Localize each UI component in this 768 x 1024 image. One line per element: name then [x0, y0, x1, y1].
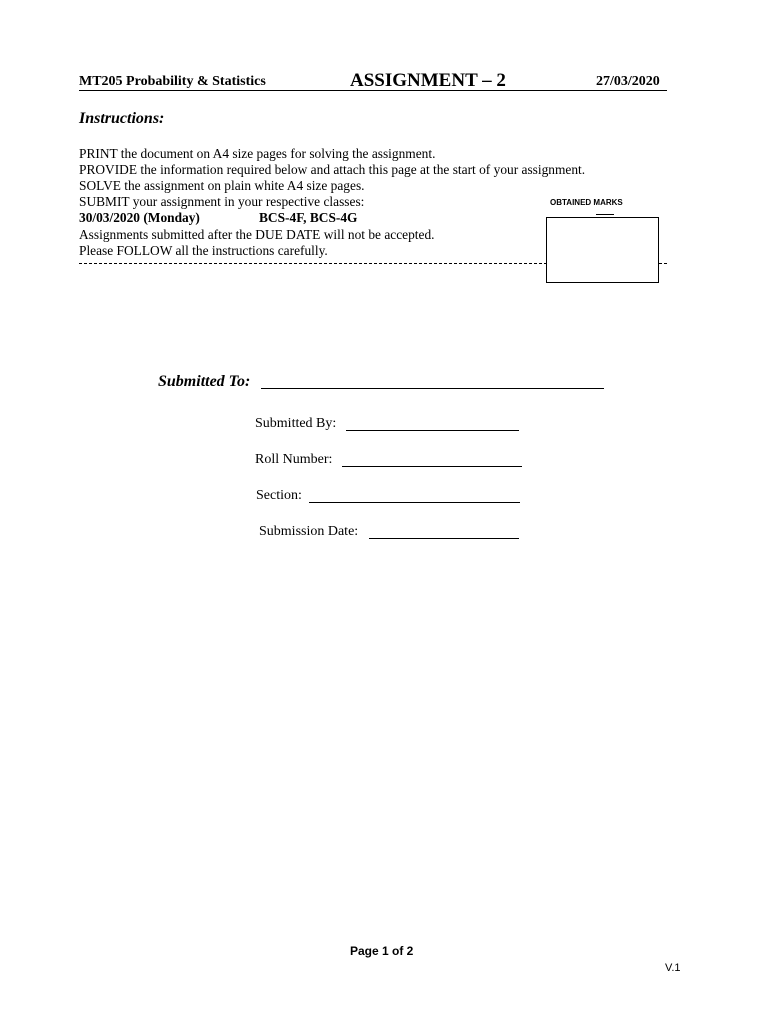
instruction-late: Assignments submitted after the DUE DATE will not be accepted.	[79, 227, 435, 242]
submitted-by-label: Submitted By:	[255, 416, 337, 431]
submitted-to-label: Submitted To:	[158, 373, 251, 390]
obtained-marks-box	[546, 217, 659, 283]
submission-date-label: Submission Date:	[259, 524, 359, 539]
marks-box-tick	[596, 214, 614, 215]
instruction-submit: SUBMIT your assignment in your respective classes:	[79, 194, 365, 209]
assignment-title: ASSIGNMENT – 2	[350, 70, 506, 91]
instruction-provide: PROVIDE the information required below and attach this page at the start of your assignment.	[79, 162, 586, 177]
roll-number-field[interactable]	[342, 466, 522, 467]
header-rule	[79, 90, 667, 91]
obtained-marks-label: OBTAINED MARKS	[550, 198, 623, 207]
version-label: V.1	[665, 962, 681, 974]
instruction-print: PRINT the document on A4 size pages for solving the assignment.	[79, 146, 436, 161]
page-number: Page 1 of 2	[350, 944, 414, 958]
instruction-solve: SOLVE the assignment on plain white A4 size pages.	[79, 178, 365, 193]
header-date: 27/03/2020	[596, 74, 660, 89]
due-date: 30/03/2020 (Monday)	[79, 210, 200, 225]
instructions-heading: Instructions:	[79, 110, 165, 127]
submitted-to-field[interactable]	[261, 388, 604, 389]
section-field[interactable]	[309, 502, 520, 503]
course-title: MT205 Probability & Statistics	[79, 74, 266, 89]
section-label: Section:	[256, 488, 302, 503]
roll-number-label: Roll Number:	[255, 452, 333, 467]
class-sections: BCS-4F, BCS-4G	[259, 210, 358, 225]
instruction-follow: Please FOLLOW all the instructions carefully.	[79, 243, 328, 258]
submission-date-field[interactable]	[369, 538, 519, 539]
submitted-by-field[interactable]	[346, 430, 519, 431]
